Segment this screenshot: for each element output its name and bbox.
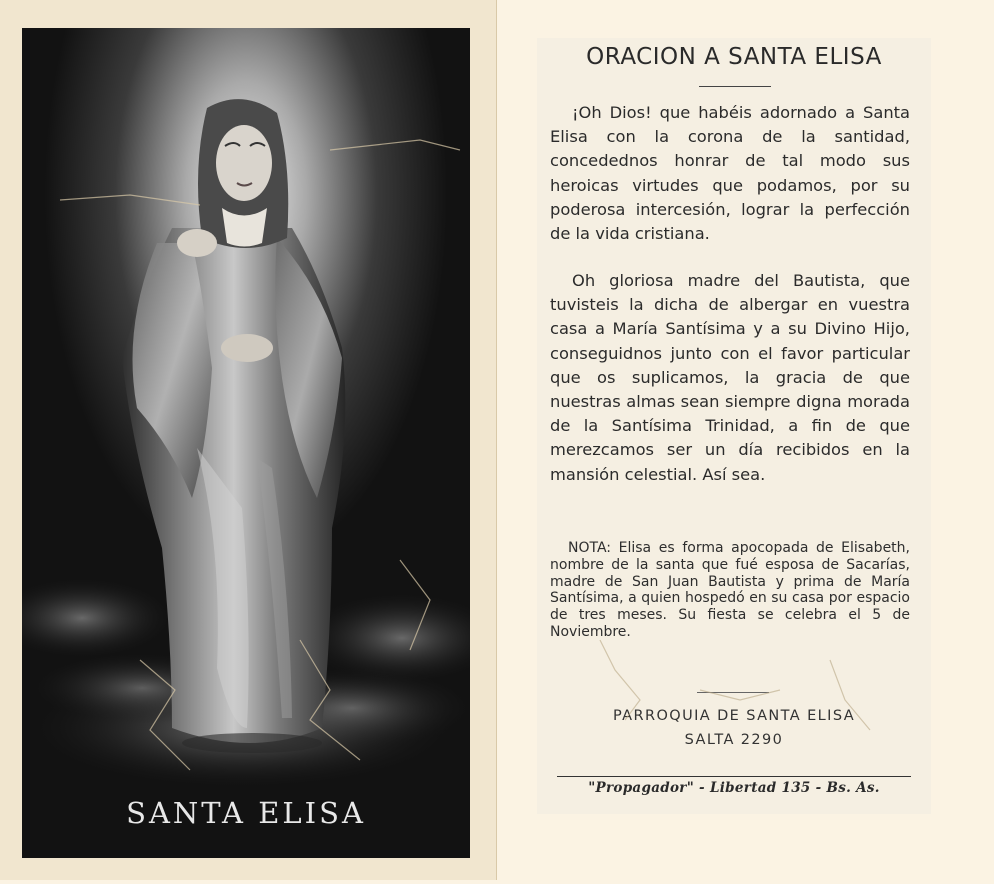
note-paragraph: NOTA: Elisa es forma apocopada de Elisabeth, nombre de la santa que fué esposa de Sacarías, madre de San Juan Bautista y prima de María Santísima, a quien hospedó en su casa por espacio de tres meses. Su fiesta se celebra el 5 de Noviembre. [550, 540, 910, 640]
statue-image [22, 28, 470, 858]
holy-card-image-side [0, 0, 497, 880]
prayer-title: ORACION A SANTA ELISA [586, 44, 882, 70]
note-divider [697, 692, 769, 693]
title-divider [699, 86, 771, 87]
card-caption: SANTA ELISA [126, 796, 366, 830]
saint-photograph [22, 28, 470, 858]
parish-address: SALTA 2290 [684, 732, 784, 748]
printer-divider [557, 776, 911, 777]
parish-name: PARROQUIA DE SANTA ELISA [612, 708, 856, 724]
prayer-paragraph-1: ¡Oh Dios! que habéis adornado a Santa Elisa con la corona de la santidad, concedednos honrar de tal modo sus heroicas virtudes que podamos, por su poderosa intercesión, lograr la perfección de la vida cristiana. [550, 103, 910, 244]
printer-credit: "Propagador" - Libertad 135 - Bs. As. [588, 780, 880, 796]
prayer-card-text-side [537, 38, 931, 814]
prayer-paragraph-2: Oh gloriosa madre del Bautista, que tuvisteis la dicha de albergar en vuestra casa a María Santísima y a su Divino Hijo, conseguidnos junto con el favor particular que os suplicamos, la gracia de que nuestras almas sean siempre digna morada de la Santísima Trinidad, a fin de que merezcamos ser un día recibidos en la mansión celestial. Así sea. [550, 271, 910, 484]
